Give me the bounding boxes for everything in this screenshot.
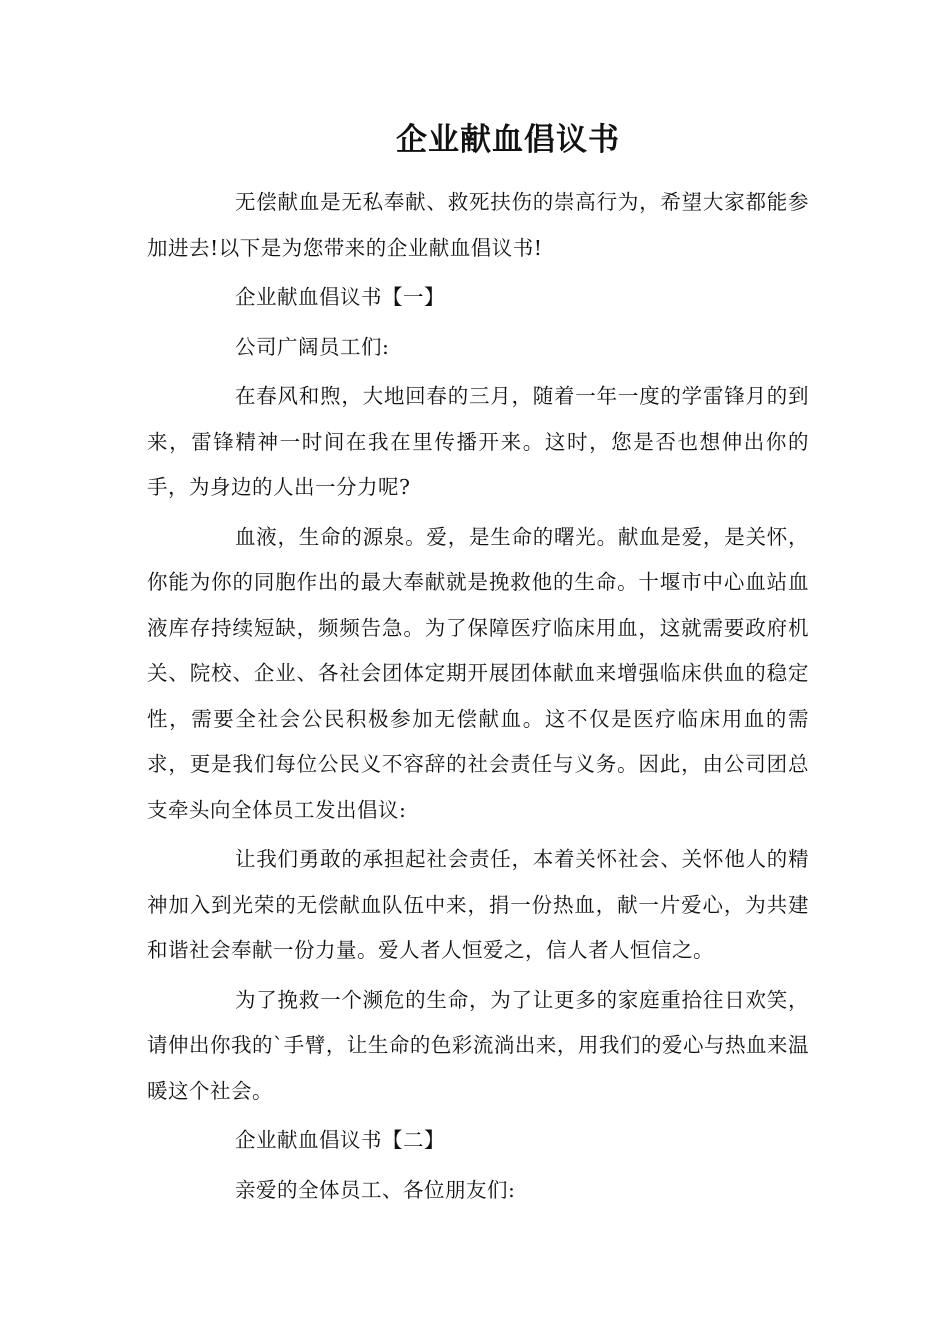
salutation-1: 公司广阔员工们: <box>235 334 390 359</box>
body-paragraph: 为了挽救一个濒危的生命，为了让更多的家庭重拾往日欢笑，请伸出你我的`手臂，让生命的色彩流淌出来，用我们的爱心与热血来温暖这个社会。 <box>147 987 809 1103</box>
section-heading-1: 企业献血倡议书【一】 <box>235 285 445 309</box>
body-paragraph: 让我们勇敢的承担起社会责任，本着关怀社会、关怀他人的精神加入到光荣的无偿献血队伍中来，捐一份热血，献一片爱心，为共建和谐社会奉献一份力量。爱人者人恒爱之，信人者人恒信之。 <box>147 847 809 962</box>
intro-paragraph: 无偿献血是无私奉献、救死扶伤的崇高行为，希望大家都能参加进去!以下是为您带来的企业献血倡议书! <box>147 190 809 260</box>
document-body <box>147 180 809 1217</box>
body-paragraph: 血液，生命的源泉。爱，是生命的曙光。献血是爱，是关怀，你能为你的同胞作出的最大奉献就是挽救他的生命。十堰市中心血站血液库存持续短缺，频频告急。为了保障医疗临床用血，这就需要政府机关、院校、企业、各社会团体定期开展团体献血来增强临床供血的稳定性，需要全社会公民积极参加无偿献血。这不仅是医疗临床用血的需求，更是我们每位公民义不容辞的社会责任与义务。因此，由公司团总支牵头向全体员工发出倡议: <box>147 524 809 822</box>
body-paragraph: 在春风和煦，大地回春的三月，随着一年一度的学雷锋月的到来，雷锋精神一时间在我在里传播开来。这时，您是否也想伸出你的手，为身边的人出一分力呢? <box>147 384 809 499</box>
document-title: 企业献血倡议书 <box>396 122 620 158</box>
salutation-2: 亲爱的全体员工、各位朋友们: <box>235 1177 516 1202</box>
section-heading-2: 企业献血倡议书【二】 <box>235 1128 445 1152</box>
